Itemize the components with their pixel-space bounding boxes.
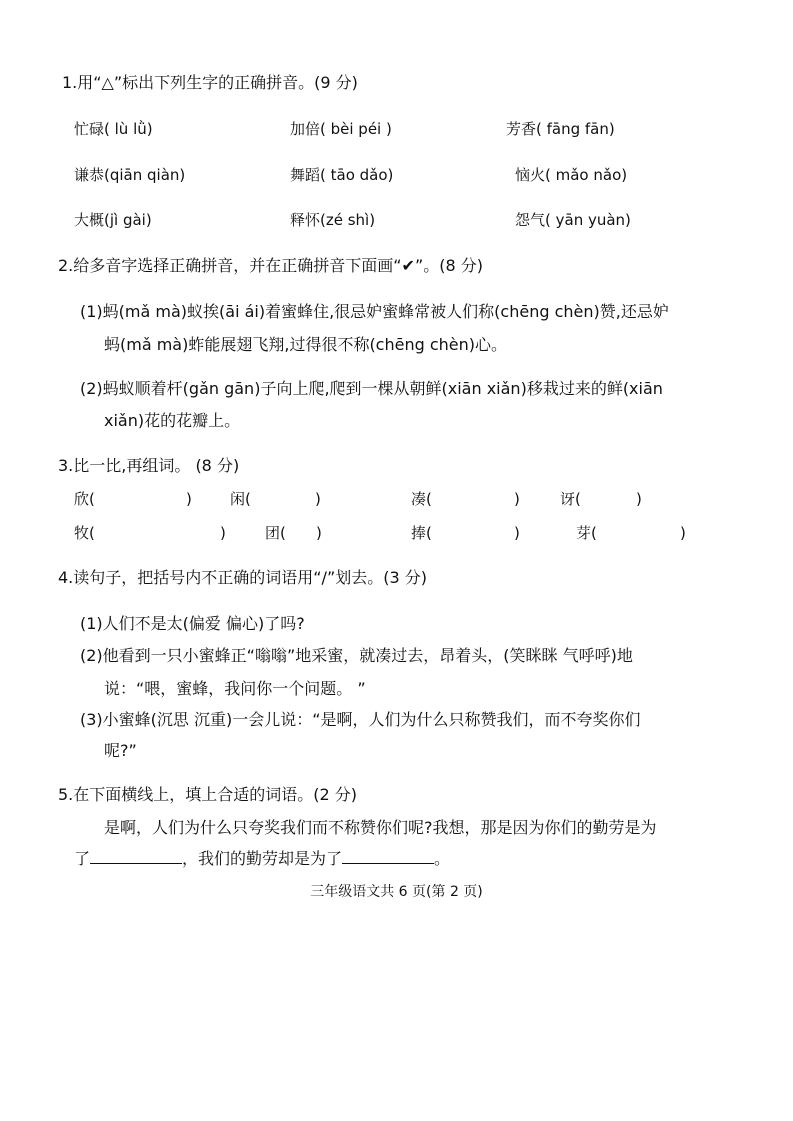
q3-paren: ) bbox=[316, 524, 322, 542]
q3-paren: ) bbox=[636, 490, 642, 508]
q3-title: 3.比一比,再组词。 (8 分) bbox=[58, 456, 240, 475]
q3-char: 捧( bbox=[411, 524, 432, 542]
q4-sentence3-line2: 呢?” bbox=[104, 741, 137, 760]
q3-paren: ) bbox=[514, 490, 520, 508]
q1-item: 加倍( bèi péi ) bbox=[290, 120, 392, 138]
q4-sentence2-line1: (2)他看到一只小蜜蜂正“嗡嗡”地采蜜，就凑过去，昂着头，(笑眯眯 气呼呼)地 bbox=[80, 646, 633, 665]
q5-title: 5.在下面横线上，填上合适的词语。(2 分) bbox=[58, 785, 358, 804]
q5-passage-line1: 是啊，人们为什么只夸奖我们而不称赞你们呢?我想，那是因为你们的勤劳是为 bbox=[104, 818, 657, 837]
q4-sentence1: (1)人们不是太(偏爱 偏心)了吗? bbox=[80, 614, 305, 633]
q2-title: 2.给多音字选择正确拼音，并在正确拼音下面画“✔”。(8 分) bbox=[58, 256, 484, 275]
q1-item: 释怀(zé shì) bbox=[290, 211, 376, 229]
q4-sentence3-line1: (3)小蜜蜂(沉思 沉重)一会儿说：“是啊，人们为什么只称赞我们，而不夸奖你们 bbox=[80, 710, 641, 729]
q5-text: 了 bbox=[74, 849, 91, 868]
q3-paren: ) bbox=[315, 490, 321, 508]
q1-item: 芳香( fāng fān) bbox=[506, 120, 615, 138]
q3-char: 凑( bbox=[411, 490, 432, 508]
q1-item: 恼火( mǎo nǎo) bbox=[515, 166, 628, 184]
q3-paren: ) bbox=[220, 524, 226, 542]
q3-paren: ) bbox=[514, 524, 520, 542]
q4-title: 4.读句子，把括号内不正确的词语用“/”划去。(3 分) bbox=[58, 568, 427, 587]
q3-char: 团( bbox=[265, 524, 286, 542]
q1-item: 大概(jì gài) bbox=[74, 211, 152, 229]
q1-title: 1.用“△”标出下列生字的正确拼音。(9 分) bbox=[62, 73, 358, 92]
q3-char: 芽( bbox=[576, 524, 597, 542]
q3-paren: ) bbox=[680, 524, 686, 542]
q3-char: 牧( bbox=[74, 524, 95, 542]
page-footer: 三年级语文共 6 页(第 2 页) bbox=[310, 884, 483, 900]
q2-paragraph2-line2: xiǎn)花的花瓣上。 bbox=[104, 411, 241, 430]
q5-blank-1[interactable] bbox=[90, 849, 182, 864]
q3-paren: ) bbox=[186, 490, 192, 508]
q3-char: 闲( bbox=[230, 490, 251, 508]
q1-item: 舞蹈( tāo dǎo) bbox=[290, 166, 394, 184]
q3-char: 讶( bbox=[560, 490, 581, 508]
q3-char: 欣( bbox=[74, 490, 95, 508]
q4-sentence2-line2: 说：“喂，蜜蜂，我问你一个问题。 ” bbox=[104, 679, 366, 698]
q2-paragraph1-line1: (1)蚂(mǎ mà)蚁挨(āi ái)着蜜蜂住,很忌妒蜜蜂常被人们称(chēng chèn)赞,还忌妒 bbox=[80, 302, 669, 321]
q5-text: 。 bbox=[434, 849, 451, 868]
q5-passage-line2 bbox=[74, 849, 450, 869]
q1-item: 忙碌( lù lǜ) bbox=[74, 120, 153, 138]
q5-text: ，我们的勤劳却是为了 bbox=[182, 849, 343, 868]
q1-item: 谦恭(qiān qiàn) bbox=[74, 166, 186, 184]
q2-paragraph2-line1: (2)蚂蚁顺着杆(gǎn gān)子向上爬,爬到一棵从朝鲜(xiān xiǎn)移栽过来的鲜(xiān bbox=[80, 379, 663, 398]
q5-blank-2[interactable] bbox=[342, 849, 434, 864]
q1-item: 怨气( yān yuàn) bbox=[515, 211, 631, 229]
q2-paragraph1-line2: 蚂(mǎ mà)蚱能展翅飞翔,过得很不称(chēng chèn)心。 bbox=[104, 335, 508, 354]
